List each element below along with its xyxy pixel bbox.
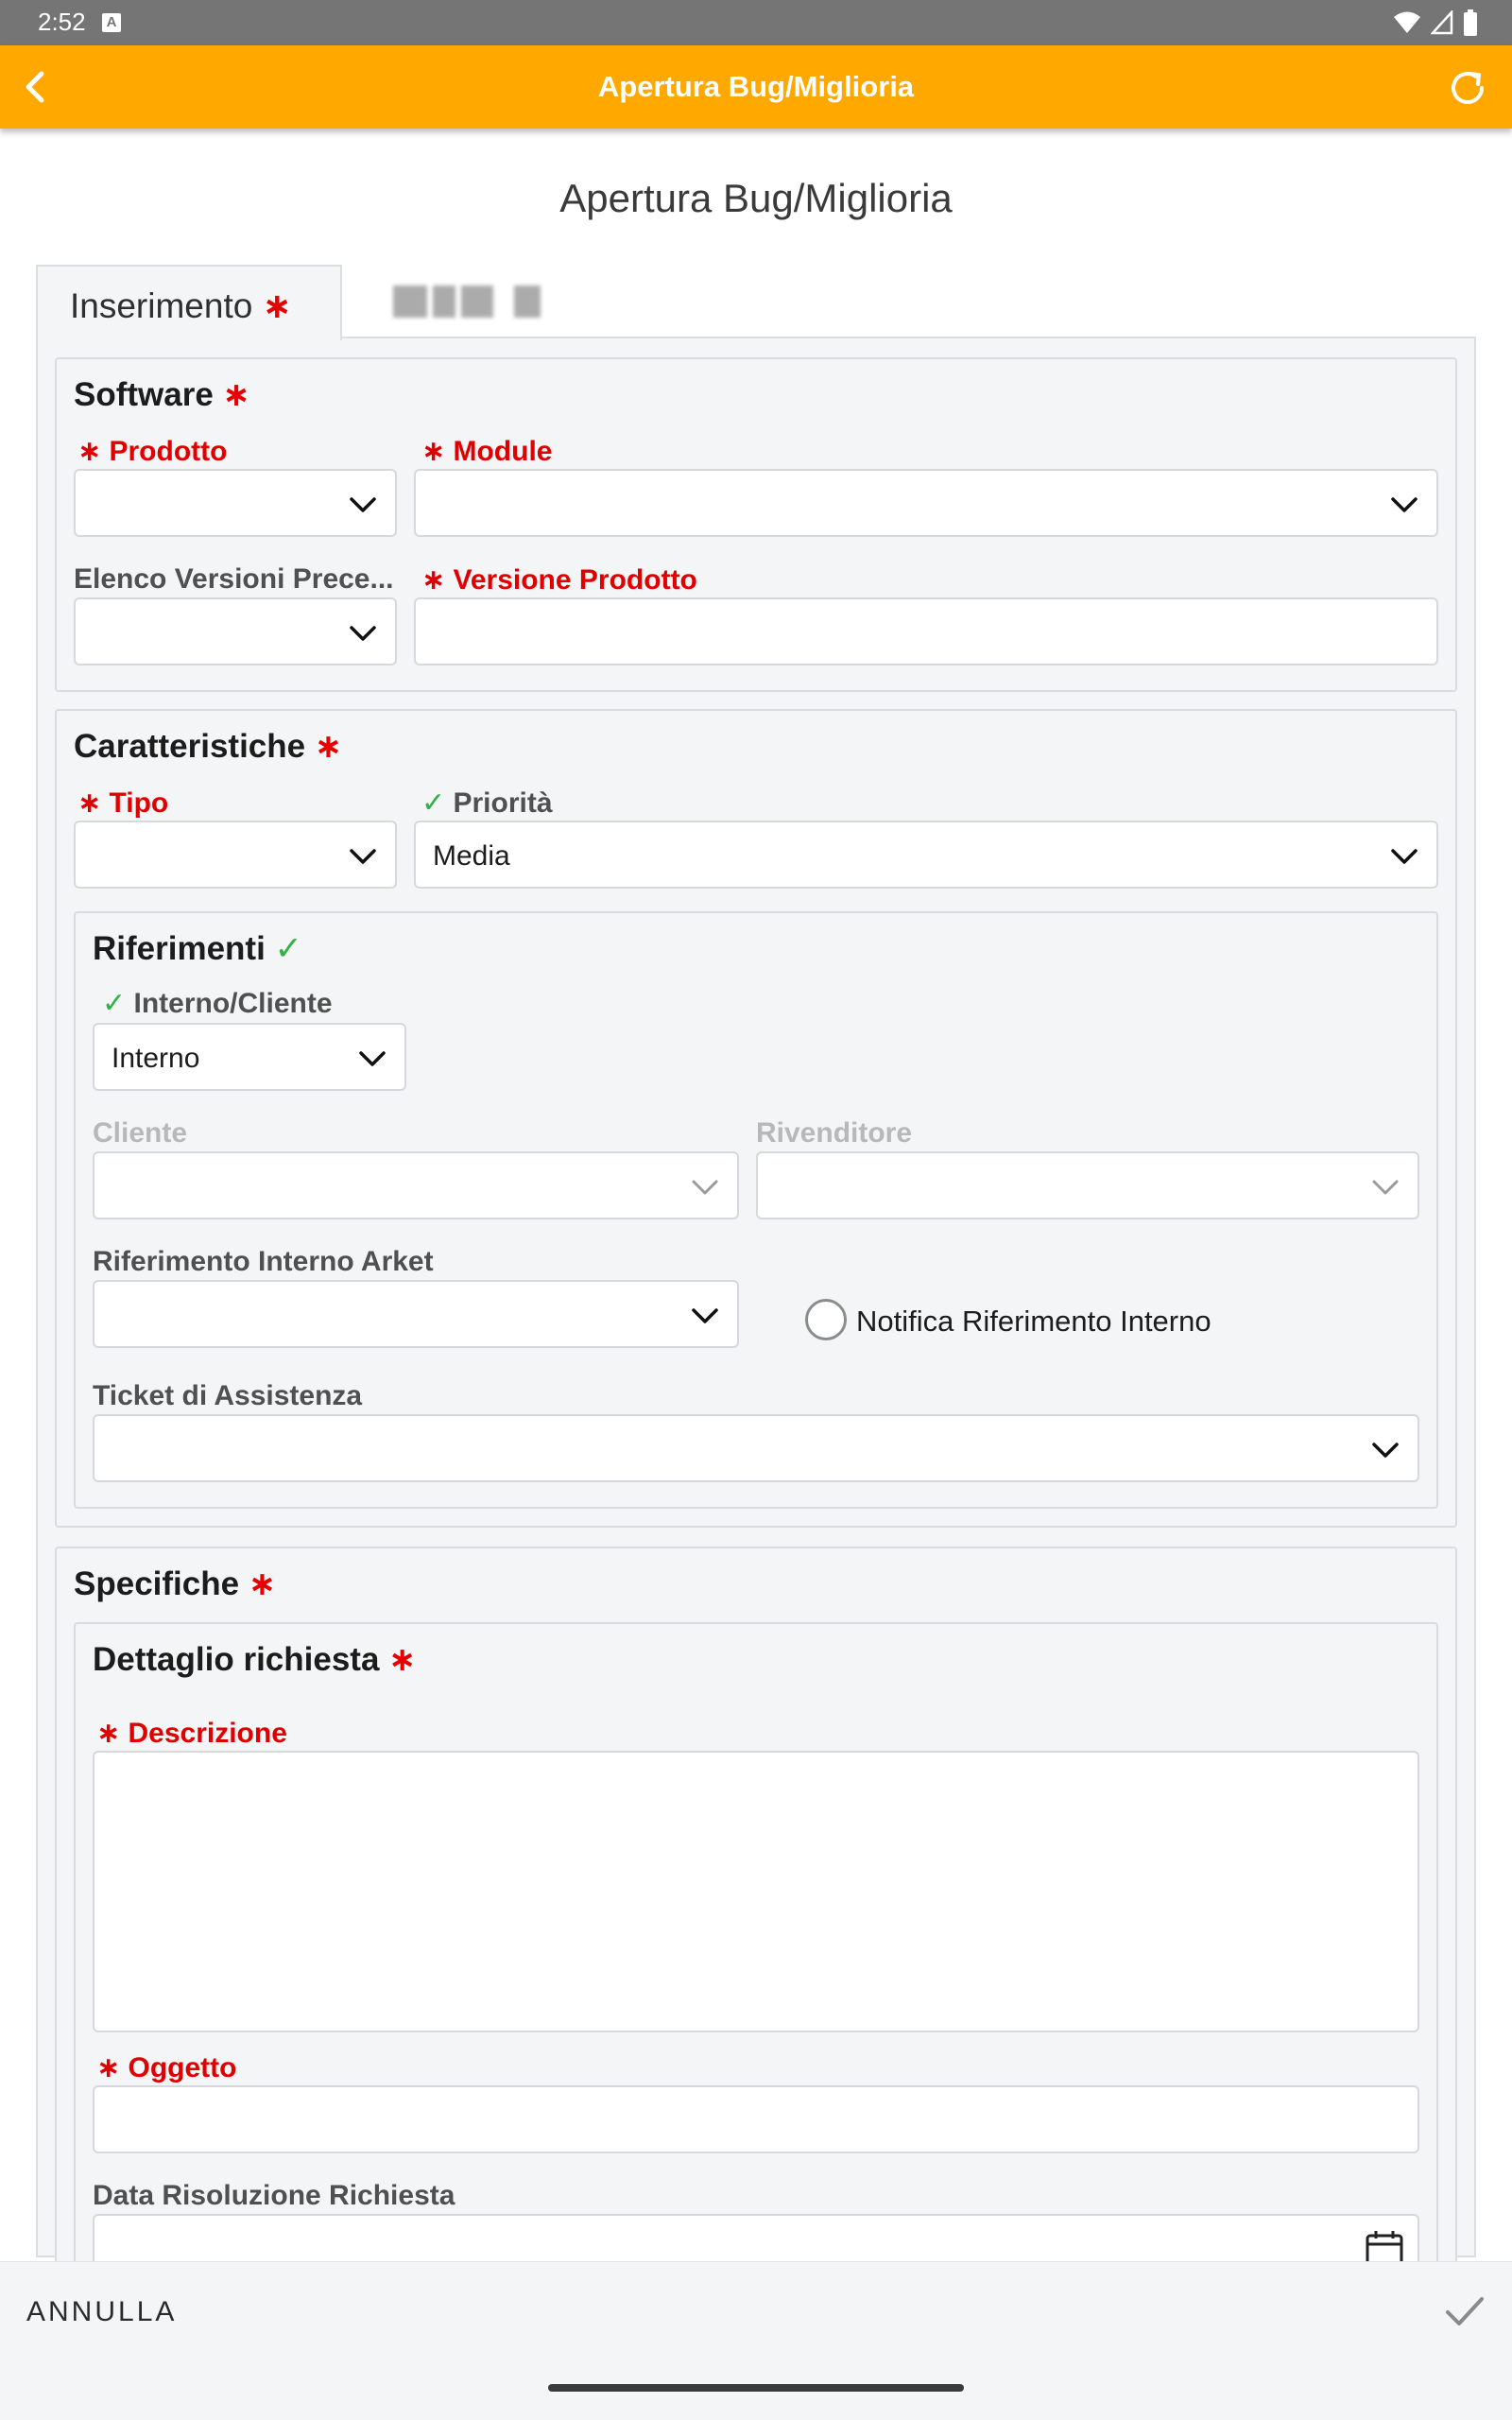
- descrizione-label: [96, 1717, 287, 1750]
- blurred-tab-label: [393, 285, 541, 318]
- interno-cliente-value: Interno: [112, 1043, 200, 1074]
- prodotto-select[interactable]: [74, 469, 397, 537]
- check-icon: ✓: [421, 787, 446, 819]
- tipo-select[interactable]: [74, 821, 397, 889]
- required-star-icon: ∗: [314, 728, 343, 765]
- section-dettaglio-title-text: Dettaglio richiesta: [93, 1641, 380, 1678]
- rivenditore-label: Rivenditore: [756, 1117, 913, 1149]
- bottom-action-bar: [0, 2261, 1512, 2360]
- tab-secondary[interactable]: [393, 265, 563, 338]
- notifica-radio[interactable]: [805, 1299, 847, 1340]
- chevron-down-icon: [688, 1170, 722, 1204]
- required-mark: ∗: [77, 787, 102, 819]
- app-bar: [0, 45, 1512, 129]
- check-icon[interactable]: [1440, 2287, 1489, 2336]
- cliente-label: Cliente: [93, 1117, 188, 1149]
- versioni-precedenti-select[interactable]: [74, 597, 397, 666]
- section-riferimenti-title-text: Riferimenti: [93, 930, 266, 967]
- cliente-select[interactable]: [93, 1151, 739, 1219]
- section-software-title-text: Software: [74, 376, 214, 413]
- versioni-precedenti-label: Elenco Versioni Prece...: [74, 563, 394, 595]
- section-specifiche-title: [74, 1565, 276, 1603]
- required-mark: ∗: [421, 436, 446, 467]
- module-label-text: Module: [453, 436, 553, 467]
- tipo-label: [77, 786, 168, 820]
- descrizione-label-text: Descrizione: [128, 1718, 287, 1749]
- wifi-icon: [1393, 10, 1421, 35]
- interno-cliente-select[interactable]: [93, 1023, 406, 1091]
- required-mark: ∗: [77, 436, 102, 467]
- versione-prodotto-label: [421, 563, 697, 596]
- chevron-down-icon: [1368, 1170, 1402, 1204]
- prodotto-label-text: Prodotto: [109, 436, 228, 467]
- prodotto-label: [77, 435, 227, 468]
- section-dettaglio-title: [93, 1641, 416, 1679]
- required-mark: ∗: [421, 564, 446, 596]
- priorita-select[interactable]: [414, 821, 1438, 889]
- tipo-label-text: Tipo: [109, 787, 169, 819]
- priorita-value: Media: [433, 840, 510, 872]
- notification-icon: A: [102, 13, 121, 32]
- chevron-down-icon: [346, 616, 380, 650]
- page-title: Apertura Bug/Miglioria: [559, 176, 953, 220]
- section-riferimenti-title: [93, 930, 302, 968]
- tab-inserimento[interactable]: [36, 265, 342, 340]
- data-risoluzione-label: Data Risoluzione Richiesta: [93, 2180, 455, 2211]
- module-label: [421, 435, 552, 468]
- priorita-label: [421, 786, 553, 820]
- module-select[interactable]: [414, 469, 1438, 537]
- chevron-down-icon: [346, 839, 380, 873]
- priorita-label-text: Priorità: [453, 787, 553, 819]
- oggetto-label-text: Oggetto: [128, 2052, 237, 2083]
- refresh-icon[interactable]: [1444, 64, 1491, 112]
- versione-prodotto-label-text: Versione Prodotto: [453, 564, 697, 596]
- system-icons: [1393, 9, 1478, 36]
- riferimento-interno-label: Riferimento Interno Arket: [93, 1246, 434, 1277]
- check-icon: ✓: [102, 988, 127, 1019]
- chevron-down-icon: [1387, 488, 1421, 522]
- required-mark: ∗: [96, 2052, 121, 2083]
- signal-icon: [1431, 10, 1453, 35]
- cancel-button[interactable]: ANNULLA: [26, 2296, 178, 2327]
- section-caratteristiche-title: [74, 728, 342, 766]
- interno-cliente-label: [102, 987, 333, 1020]
- required-star-icon: ∗: [222, 376, 250, 413]
- app-bar-title: Apertura Bug/Miglioria: [597, 70, 915, 103]
- oggetto-input[interactable]: [93, 2085, 1419, 2153]
- ticket-select[interactable]: [93, 1414, 1419, 1482]
- gesture-bar[interactable]: [548, 2384, 964, 2392]
- versione-prodotto-input[interactable]: [414, 597, 1438, 666]
- chevron-down-icon: [1387, 839, 1421, 873]
- chevron-down-icon: [346, 488, 380, 522]
- chevron-down-icon: [355, 1042, 389, 1076]
- section-specifiche-title-text: Specifiche: [74, 1565, 240, 1602]
- status-time: 2:52: [38, 8, 86, 36]
- required-star-icon: ∗: [248, 1565, 277, 1602]
- required-star-icon: ∗: [388, 1641, 417, 1678]
- interno-cliente-label-text: Interno/Cliente: [133, 988, 333, 1019]
- section-caratteristiche-title-text: Caratteristiche: [74, 728, 306, 765]
- battery-icon: [1463, 9, 1478, 36]
- required-mark: ∗: [96, 1718, 121, 1749]
- oggetto-label: [96, 2051, 236, 2084]
- tab-inserimento-label: Inserimento: [70, 286, 253, 325]
- chevron-down-icon: [1368, 1433, 1402, 1467]
- status-bar: [0, 0, 1512, 45]
- required-star-icon: ∗: [262, 286, 292, 325]
- chevron-down-icon: [688, 1299, 722, 1333]
- check-icon: ✓: [274, 930, 302, 967]
- notifica-label: Notifica Riferimento Interno: [856, 1305, 1211, 1338]
- ticket-label: Ticket di Assistenza: [93, 1380, 363, 1411]
- descrizione-textarea[interactable]: [93, 1751, 1419, 2032]
- riferimento-interno-select[interactable]: [93, 1280, 739, 1348]
- rivenditore-select[interactable]: [756, 1151, 1419, 1219]
- section-software-title: [74, 376, 250, 414]
